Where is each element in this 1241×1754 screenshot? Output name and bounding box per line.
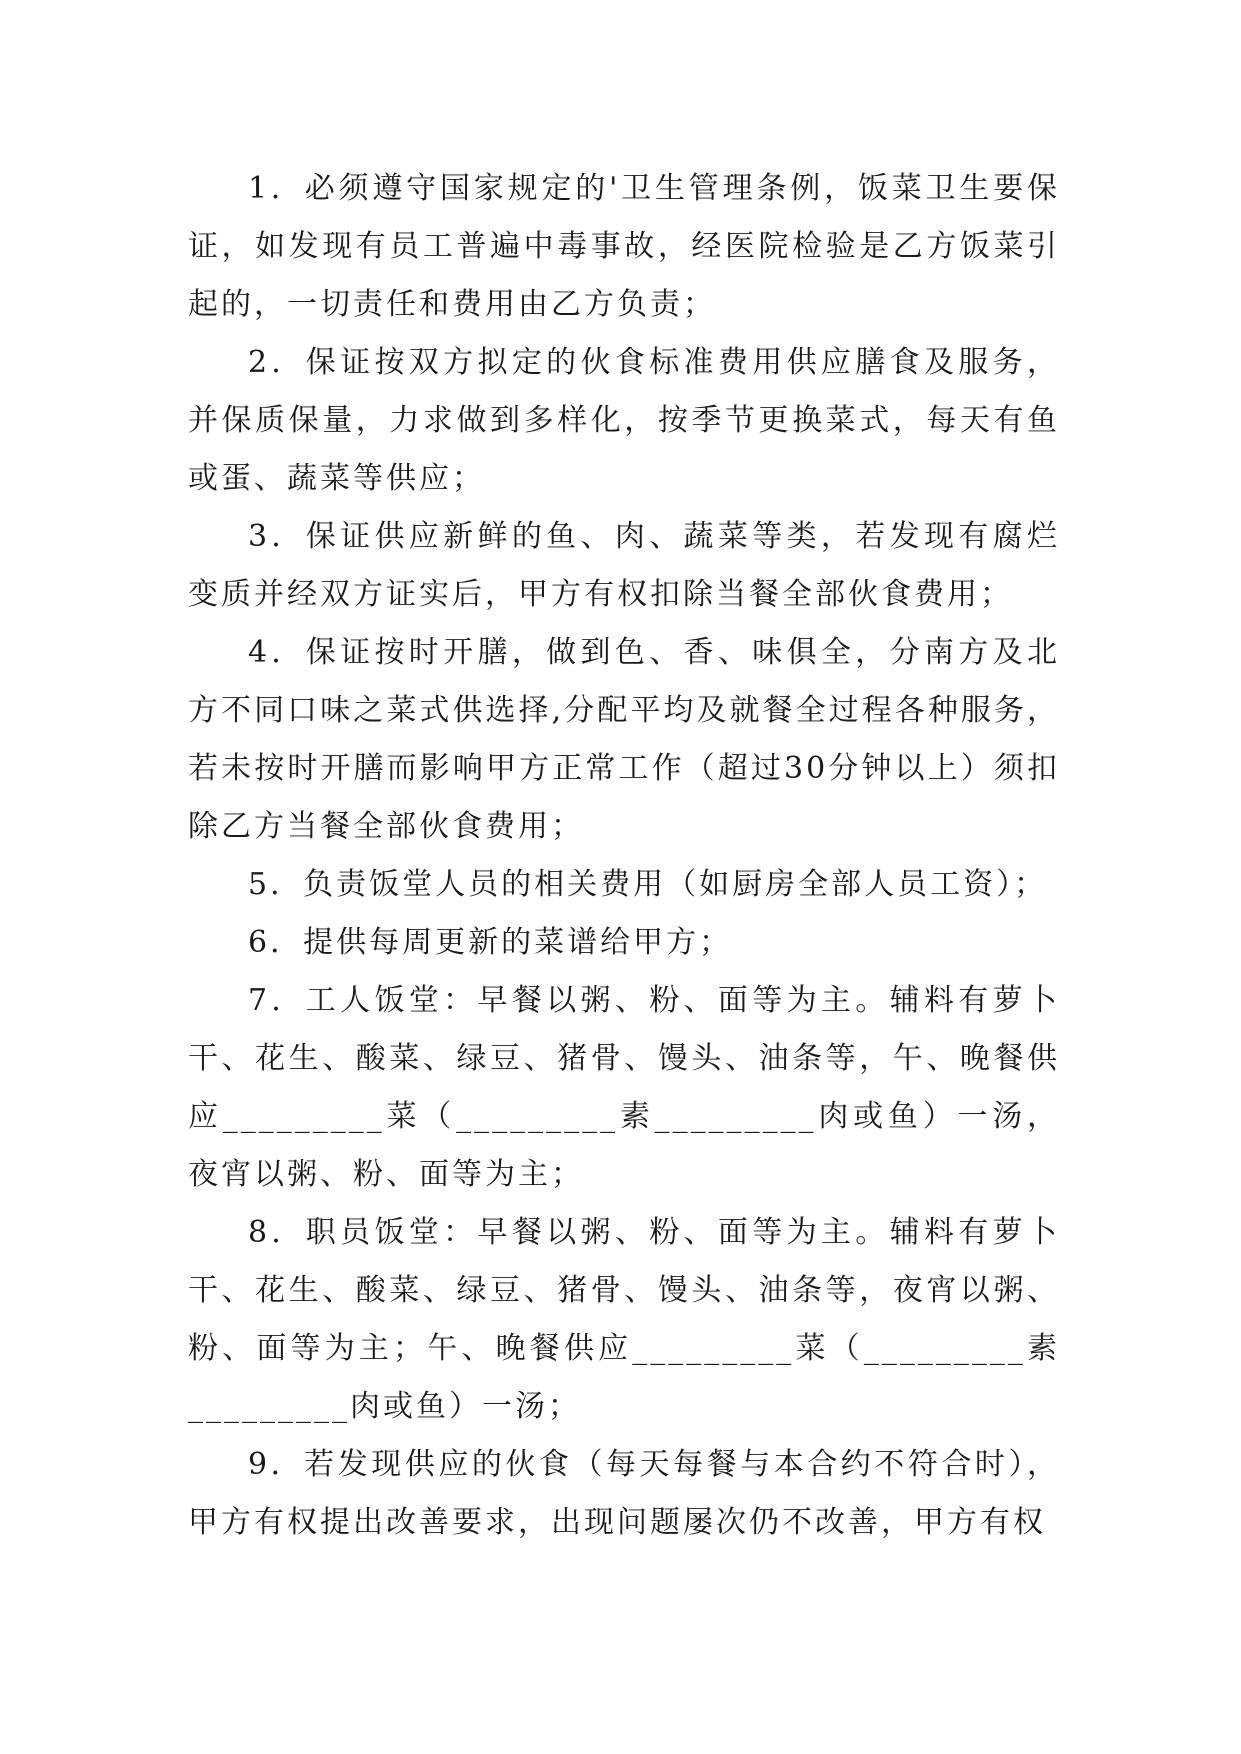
clause-7: 7．工人饭堂：早餐以粥、粉、面等为主。辅料有萝卜干、花生、酸菜、绿豆、猪骨、馒头、油条等，午、晚餐供应_________菜（_________素_________肉或鱼）一汤，夜宵以粥、粉、面等为主； [188,983,1060,1192]
clause-8: 8．职员饭堂：早餐以粥、粉、面等为主。辅料有萝卜干、花生、酸菜、绿豆、猪骨、馒头、油条等，夜宵以粥、粉、面等为主；午、晚餐供应_________菜（_________素_________肉或鱼）一汤； [188,1215,1060,1424]
clause-3: 3．保证供应新鲜的鱼、肉、蔬菜等类，若发现有腐烂变质并经双方证实后，甲方有权扣除当餐全部伙食费用； [188,519,1060,612]
clause-2: 2．保证按双方拟定的伙食标准费用供应膳食及服务，并保质保量，力求做到多样化，按季节更换菜式，每天有鱼或蛋、蔬菜等供应； [188,345,1060,496]
document-body [188,160,1060,1552]
clause-1: 1．必须遵守国家规定的'卫生管理条例，饭菜卫生要保证，如发现有员工普遍中毒事故，经医院检验是乙方饭菜引起的，一切责任和费用由乙方负责； [188,171,1060,322]
clause-9: 9．若发现供应的伙食（每天每餐与本合约不符合时），甲方有权提出改善要求，出现问题屡次仍不改善，甲方有权 [188,1447,1060,1540]
clause-6: 6．提供每周更新的菜谱给甲方； [248,925,733,960]
clause-5: 5．负责饭堂人员的相关费用（如厨房全部人员工资）； [248,867,1048,902]
clause-4: 4．保证按时开膳，做到色、香、味俱全，分南方及北方不同口味之菜式供选择,分配平均及就餐全过程各种服务，若未按时开膳而影响甲方正常工作（超过30分钟以上）须扣除乙方当餐全部伙食费用； [188,635,1060,844]
